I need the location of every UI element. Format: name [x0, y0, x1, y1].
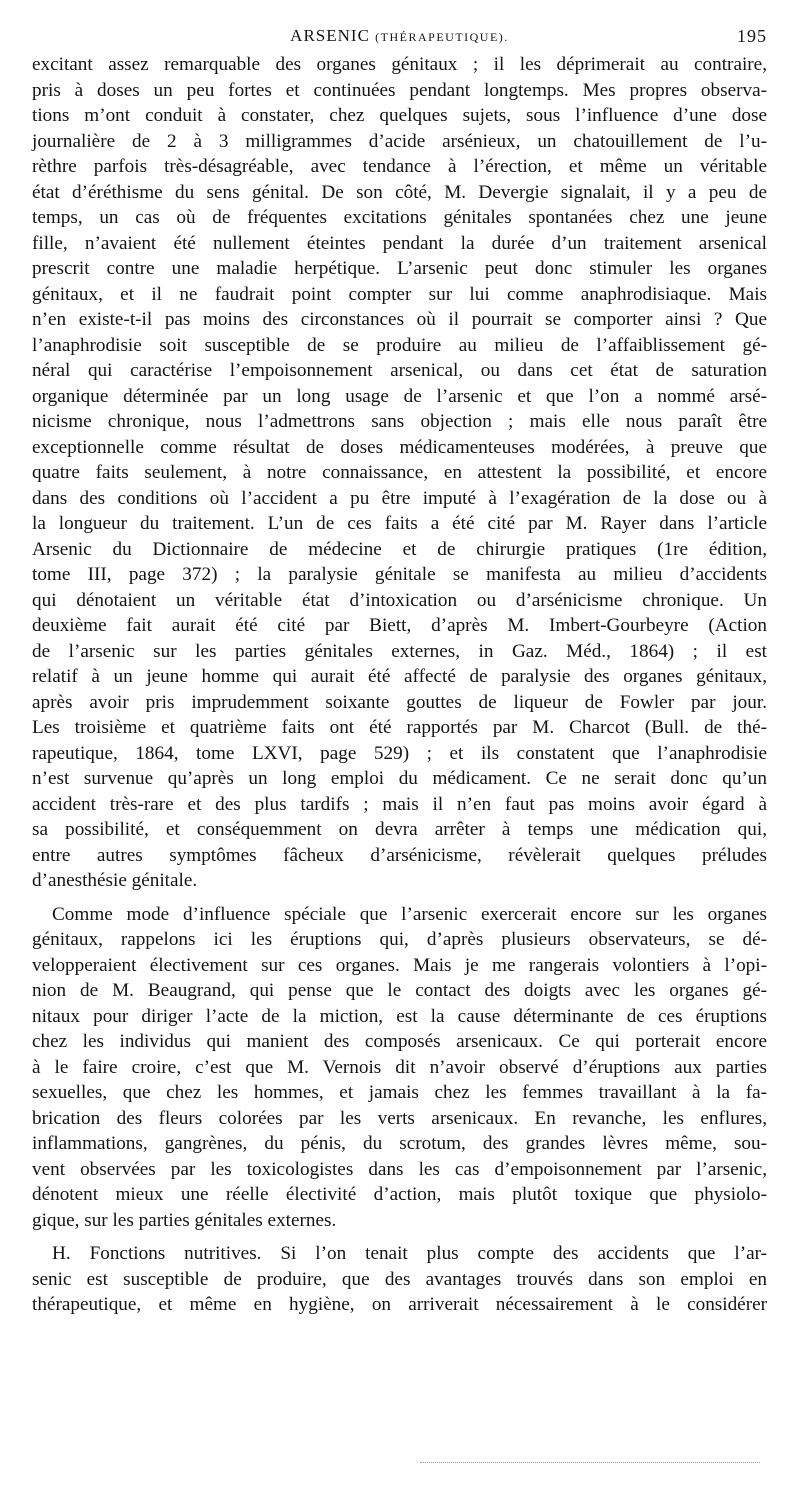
text-line: gique, sur les parties génitales externes.: [32, 1209, 337, 1231]
header-subtitle: (THÉRAPEUTIQUE).: [375, 30, 509, 44]
text-line: Arsenic du Dictionnaire de médecine et de chirurgie pratiques (1re édition,: [32, 538, 767, 560]
text-line: qui dénotaient un véritable état d’intoxication ou d’arsénicisme chronique. Un: [32, 589, 767, 611]
text-line: velopperaient électivement sur ces organes. Mais je me rangerais volontiers à l’opi-: [32, 954, 767, 976]
text-line: organique déterminée par un long usage de l’arsenic et que l’on a nommé arsé-: [32, 385, 767, 407]
paragraph-1: [32, 52, 767, 894]
text-line: chez les individus qui manient des composés arsenicaux. Ce qui porterait encore: [32, 1031, 767, 1052]
text-line: senic est susceptible de produire, que des avantages trouvés dans son emploi en: [32, 1268, 767, 1290]
page-bottom-marks: [420, 1462, 760, 1465]
text-line: deuxième fait aurait été cité par Biett, d’après M. Imbert-Gourbeyre (Action: [32, 615, 767, 636]
page-number: 195: [737, 26, 767, 46]
text-line: inflammations, gangrènes, du pénis, du scrotum, des grandes lèvres même, sou-: [32, 1133, 767, 1154]
paragraph-3: [32, 1241, 767, 1318]
text-line: brication des fleurs colorées par les verts arsenicaux. En revanche, les enflures,: [32, 1107, 767, 1129]
text-line: vent observées par les toxicologistes dans les cas d’empoisonnement par l’arsenic,: [32, 1158, 767, 1180]
text-line: état d’éréthisme du sens génital. De son côté, M. Devergie signalait, il y a peu de: [32, 181, 767, 203]
text-line: après avoir pris imprudemment soixante gouttes de liqueur de Fowler par jour.: [32, 691, 767, 713]
text-line: accident très-rare et des plus tardifs ; mais il n’en faut pas moins avoir égard à: [32, 793, 767, 815]
text-line: néral qui caractérise l’empoisonnement arsenical, ou dans cet état de saturation: [32, 360, 767, 381]
text-line: rèthre parfois très-désagréable, avec tendance à l’érection, et même un véritable: [32, 156, 767, 177]
document-page: [32, 26, 767, 1318]
text-line: nion de M. Beaugrand, qui pense que le contact des doigts avec les organes gé-: [32, 980, 767, 1001]
text-line: Comme mode d’influence spéciale que l’arsenic exercerait encore sur les organes: [52, 903, 767, 925]
text-line: relatif à un jeune homme qui aurait été affecté de paralysie des organes génitaux,: [32, 666, 767, 687]
text-line: H. Fonctions nutritives. Si l’on tenait plus compte des accidents que l’ar-: [52, 1243, 767, 1264]
text-line: sa possibilité, et conséquemment on devra arrêter à temps une médication qui,: [32, 819, 767, 840]
text-line: tome III, page 372) ; la paralysie génitale se manifesta au milieu d’accidents: [32, 564, 767, 585]
text-line: Les troisième et quatrième faits ont été rapportés par M. Charcot (Bull. de thé-: [32, 717, 767, 738]
text-line: sexuelles, que chez les hommes, et jamais chez les femmes travaillant à la fa-: [32, 1082, 767, 1103]
text-line: génitaux, et il ne faudrait point compter sur lui comme anaphrodisiaque. Mais: [32, 283, 767, 305]
text-line: n’est survenue qu’après un long emploi du médicament. Ce ne serait donc qu’un: [32, 768, 767, 789]
text-line: de l’arsenic sur les parties génitales externes, in Gaz. Méd., 1864) ; il est: [32, 640, 767, 662]
text-line: nicisme chronique, nous l’admettrons sans objection ; mais elle nous paraît être: [32, 411, 767, 432]
text-line: entre autres symptômes fâcheux d’arsénicisme, révèlerait quelques préludes: [32, 844, 767, 866]
text-line: journalière de 2 à 3 milligrammes d’acide arsénieux, un chatouillement de l’u-: [32, 130, 767, 152]
text-line: à le faire croire, c’est que M. Vernois dit n’avoir observé d’éruptions aux parties: [32, 1056, 767, 1078]
text-line: d’anesthésie génitale.: [32, 870, 198, 891]
text-line: la longueur du traitement. L’un de ces faits a été cité par M. Rayer dans l’article: [32, 513, 767, 534]
text-line: excitant assez remarquable des organes génitaux ; il les déprimerait au contraire,: [32, 54, 767, 75]
text-line: dénotent mieux une réelle électivité d’action, mais plutôt toxique que physiolo-: [32, 1184, 767, 1205]
text-line: génitaux, rappelons ici les éruptions qui, d’après plusieurs observateurs, se dé-: [32, 929, 767, 950]
text-line: nitaux pour diriger l’acte de la miction, est la cause déterminante de ces éruptions: [32, 1005, 767, 1027]
text-line: n’en existe-t-il pas moins des circonstances où il pourrait se comporter ainsi ? Que: [32, 309, 767, 330]
running-header: [32, 26, 767, 52]
text-line: fille, n’avaient été nullement éteintes pendant la durée d’un traitement arsenical: [32, 232, 767, 254]
text-line: tions m’ont conduit à constater, chez quelques sujets, sous l’influence d’une dose: [32, 105, 767, 126]
text-line: quatre faits seulement, à notre connaissance, en attestent la possibilité, et encore: [32, 462, 767, 483]
text-line: dans des conditions où l’accident a pu être imputé à l’exagération de la dose ou à: [32, 487, 767, 509]
text-line: pris à doses un peu fortes et continuées pendant longtemps. Mes propres observa-: [32, 79, 767, 101]
text-line: rapeutique, 1864, tome LXVI, page 529) ; et ils constatent que l’anaphrodisie: [32, 742, 767, 764]
text-line: temps, un cas où de fréquentes excitations génitales spontanées chez une jeune: [32, 207, 767, 228]
text-line: exceptionnelle comme résultat de doses médicamenteuses modérées, à preuve que: [32, 436, 767, 458]
running-title: [32, 26, 767, 46]
header-title: ARSENIC: [290, 26, 370, 45]
text-line: prescrit contre une maladie herpétique. L’arsenic peut donc stimuler les organes: [32, 258, 767, 279]
text-line: thérapeutique, et même en hygiène, on arriverait nécessairement à le considérer: [32, 1294, 767, 1315]
text-line: l’anaphrodisie soit susceptible de se produire au milieu de l’affaiblissement gé-: [32, 334, 767, 356]
paragraph-2: [32, 902, 767, 1234]
